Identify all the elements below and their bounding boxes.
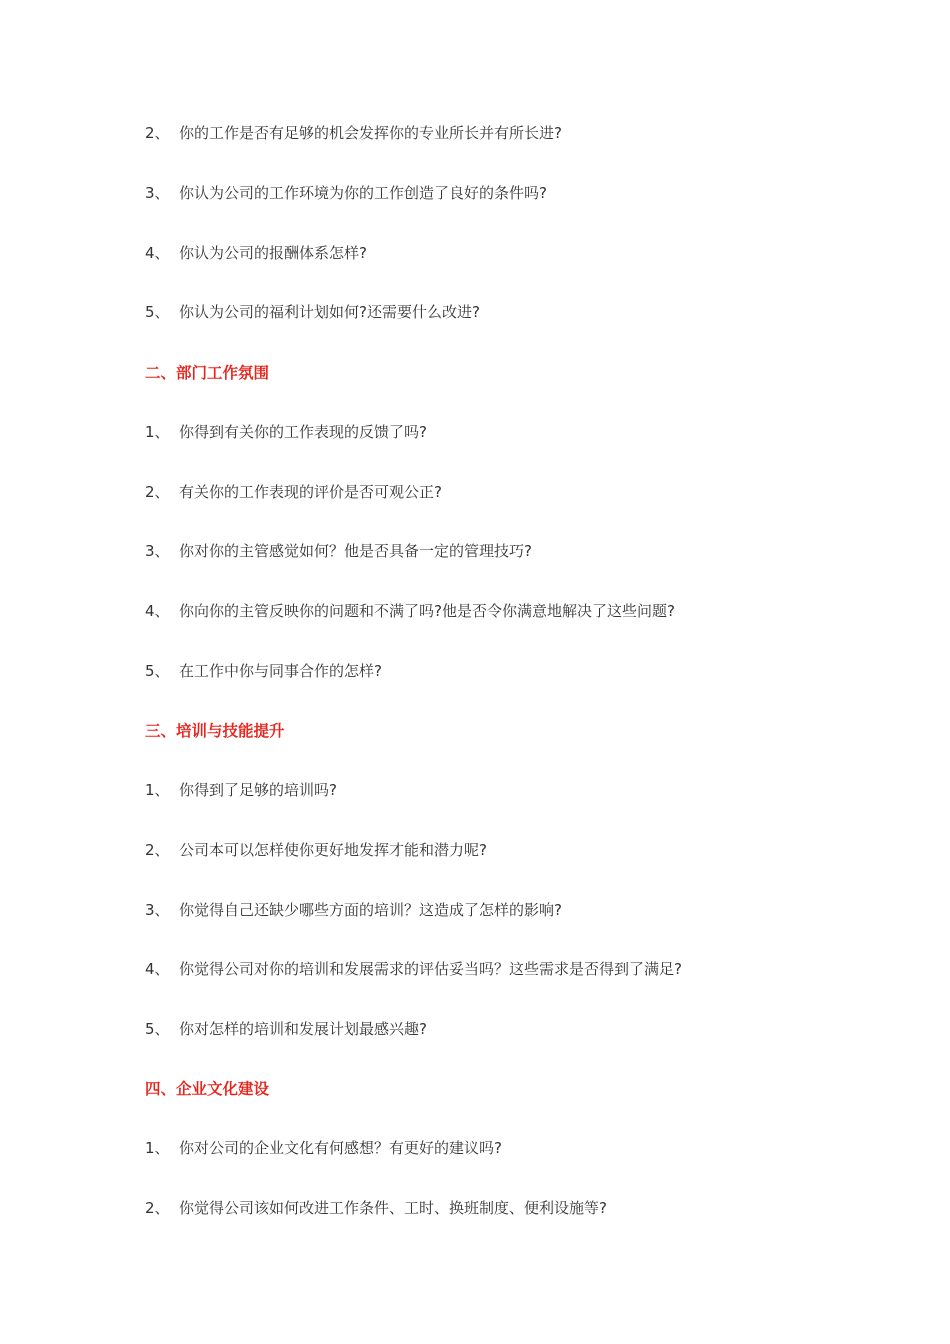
- item-number: 2、: [145, 124, 170, 142]
- list-item: [145, 300, 910, 324]
- list-item: [145, 1136, 910, 1160]
- item-number: 1、: [145, 1139, 170, 1157]
- list-item: [145, 241, 910, 265]
- list-item: [145, 1017, 910, 1041]
- list-item: [145, 599, 910, 623]
- section-heading: 二、部门工作氛围: [145, 364, 270, 382]
- list-item: [145, 181, 910, 205]
- item-number: 2、: [145, 483, 170, 501]
- item-text: 你认为公司的工作环境为你的工作创造了良好的条件吗?: [179, 184, 547, 202]
- item-text: 你对怎样的培训和发展计划最感兴趣?: [179, 1020, 427, 1038]
- list-item: [145, 838, 910, 862]
- item-number: 4、: [145, 960, 170, 978]
- item-text: 有关你的工作表现的评价是否可观公正?: [179, 483, 442, 501]
- item-number: 1、: [145, 423, 170, 441]
- item-text: 你对公司的企业文化有何感想？有更好的建议吗?: [179, 1139, 502, 1157]
- item-text: 你认为公司的福利计划如何?还需要什么改进?: [179, 303, 480, 321]
- item-number: 4、: [145, 244, 170, 262]
- item-text: 你向你的主管反映你的问题和不满了吗?他是否令你满意地解决了这些问题?: [179, 602, 675, 620]
- item-text: 你对你的主管感觉如何？他是否具备一定的管理技巧?: [179, 542, 532, 560]
- item-number: 2、: [145, 1199, 170, 1217]
- list-item: [145, 539, 910, 563]
- list-item: [145, 1196, 910, 1220]
- item-number: 3、: [145, 184, 170, 202]
- list-item: [145, 898, 910, 922]
- item-text: 在工作中你与同事合作的怎样?: [179, 662, 382, 680]
- item-text: 你认为公司的报酬体系怎样?: [179, 244, 367, 262]
- item-number: 3、: [145, 901, 170, 919]
- item-number: 2、: [145, 841, 170, 859]
- item-number: 5、: [145, 1020, 170, 1038]
- list-item: [145, 957, 910, 981]
- section-heading: 四、企业文化建设: [145, 1080, 270, 1098]
- item-text: 你觉得公司该如何改进工作条件、工时、换班制度、便利设施等?: [179, 1199, 607, 1217]
- item-text: 你得到了足够的培训吗?: [179, 781, 337, 799]
- item-text: 你觉得公司对你的培训和发展需求的评估妥当吗？这些需求是否得到了满足?: [179, 960, 682, 978]
- item-text: 你的工作是否有足够的机会发挥你的专业所长并有所长进?: [179, 124, 562, 142]
- section-heading: 三、培训与技能提升: [145, 722, 285, 740]
- item-number: 5、: [145, 303, 170, 321]
- list-item: [145, 420, 910, 444]
- item-number: 4、: [145, 602, 170, 620]
- item-text: 你得到有关你的工作表现的反馈了吗?: [179, 423, 427, 441]
- list-item: [145, 778, 910, 802]
- item-text: 公司本可以怎样使你更好地发挥才能和潜力呢?: [179, 841, 487, 859]
- item-number: 3、: [145, 542, 170, 560]
- list-item: [145, 121, 910, 145]
- item-text: 你觉得自己还缺少哪些方面的培训？这造成了怎样的影响?: [179, 901, 562, 919]
- list-item: [145, 659, 910, 683]
- list-item: [145, 480, 910, 504]
- item-number: 1、: [145, 781, 170, 799]
- item-number: 5、: [145, 662, 170, 680]
